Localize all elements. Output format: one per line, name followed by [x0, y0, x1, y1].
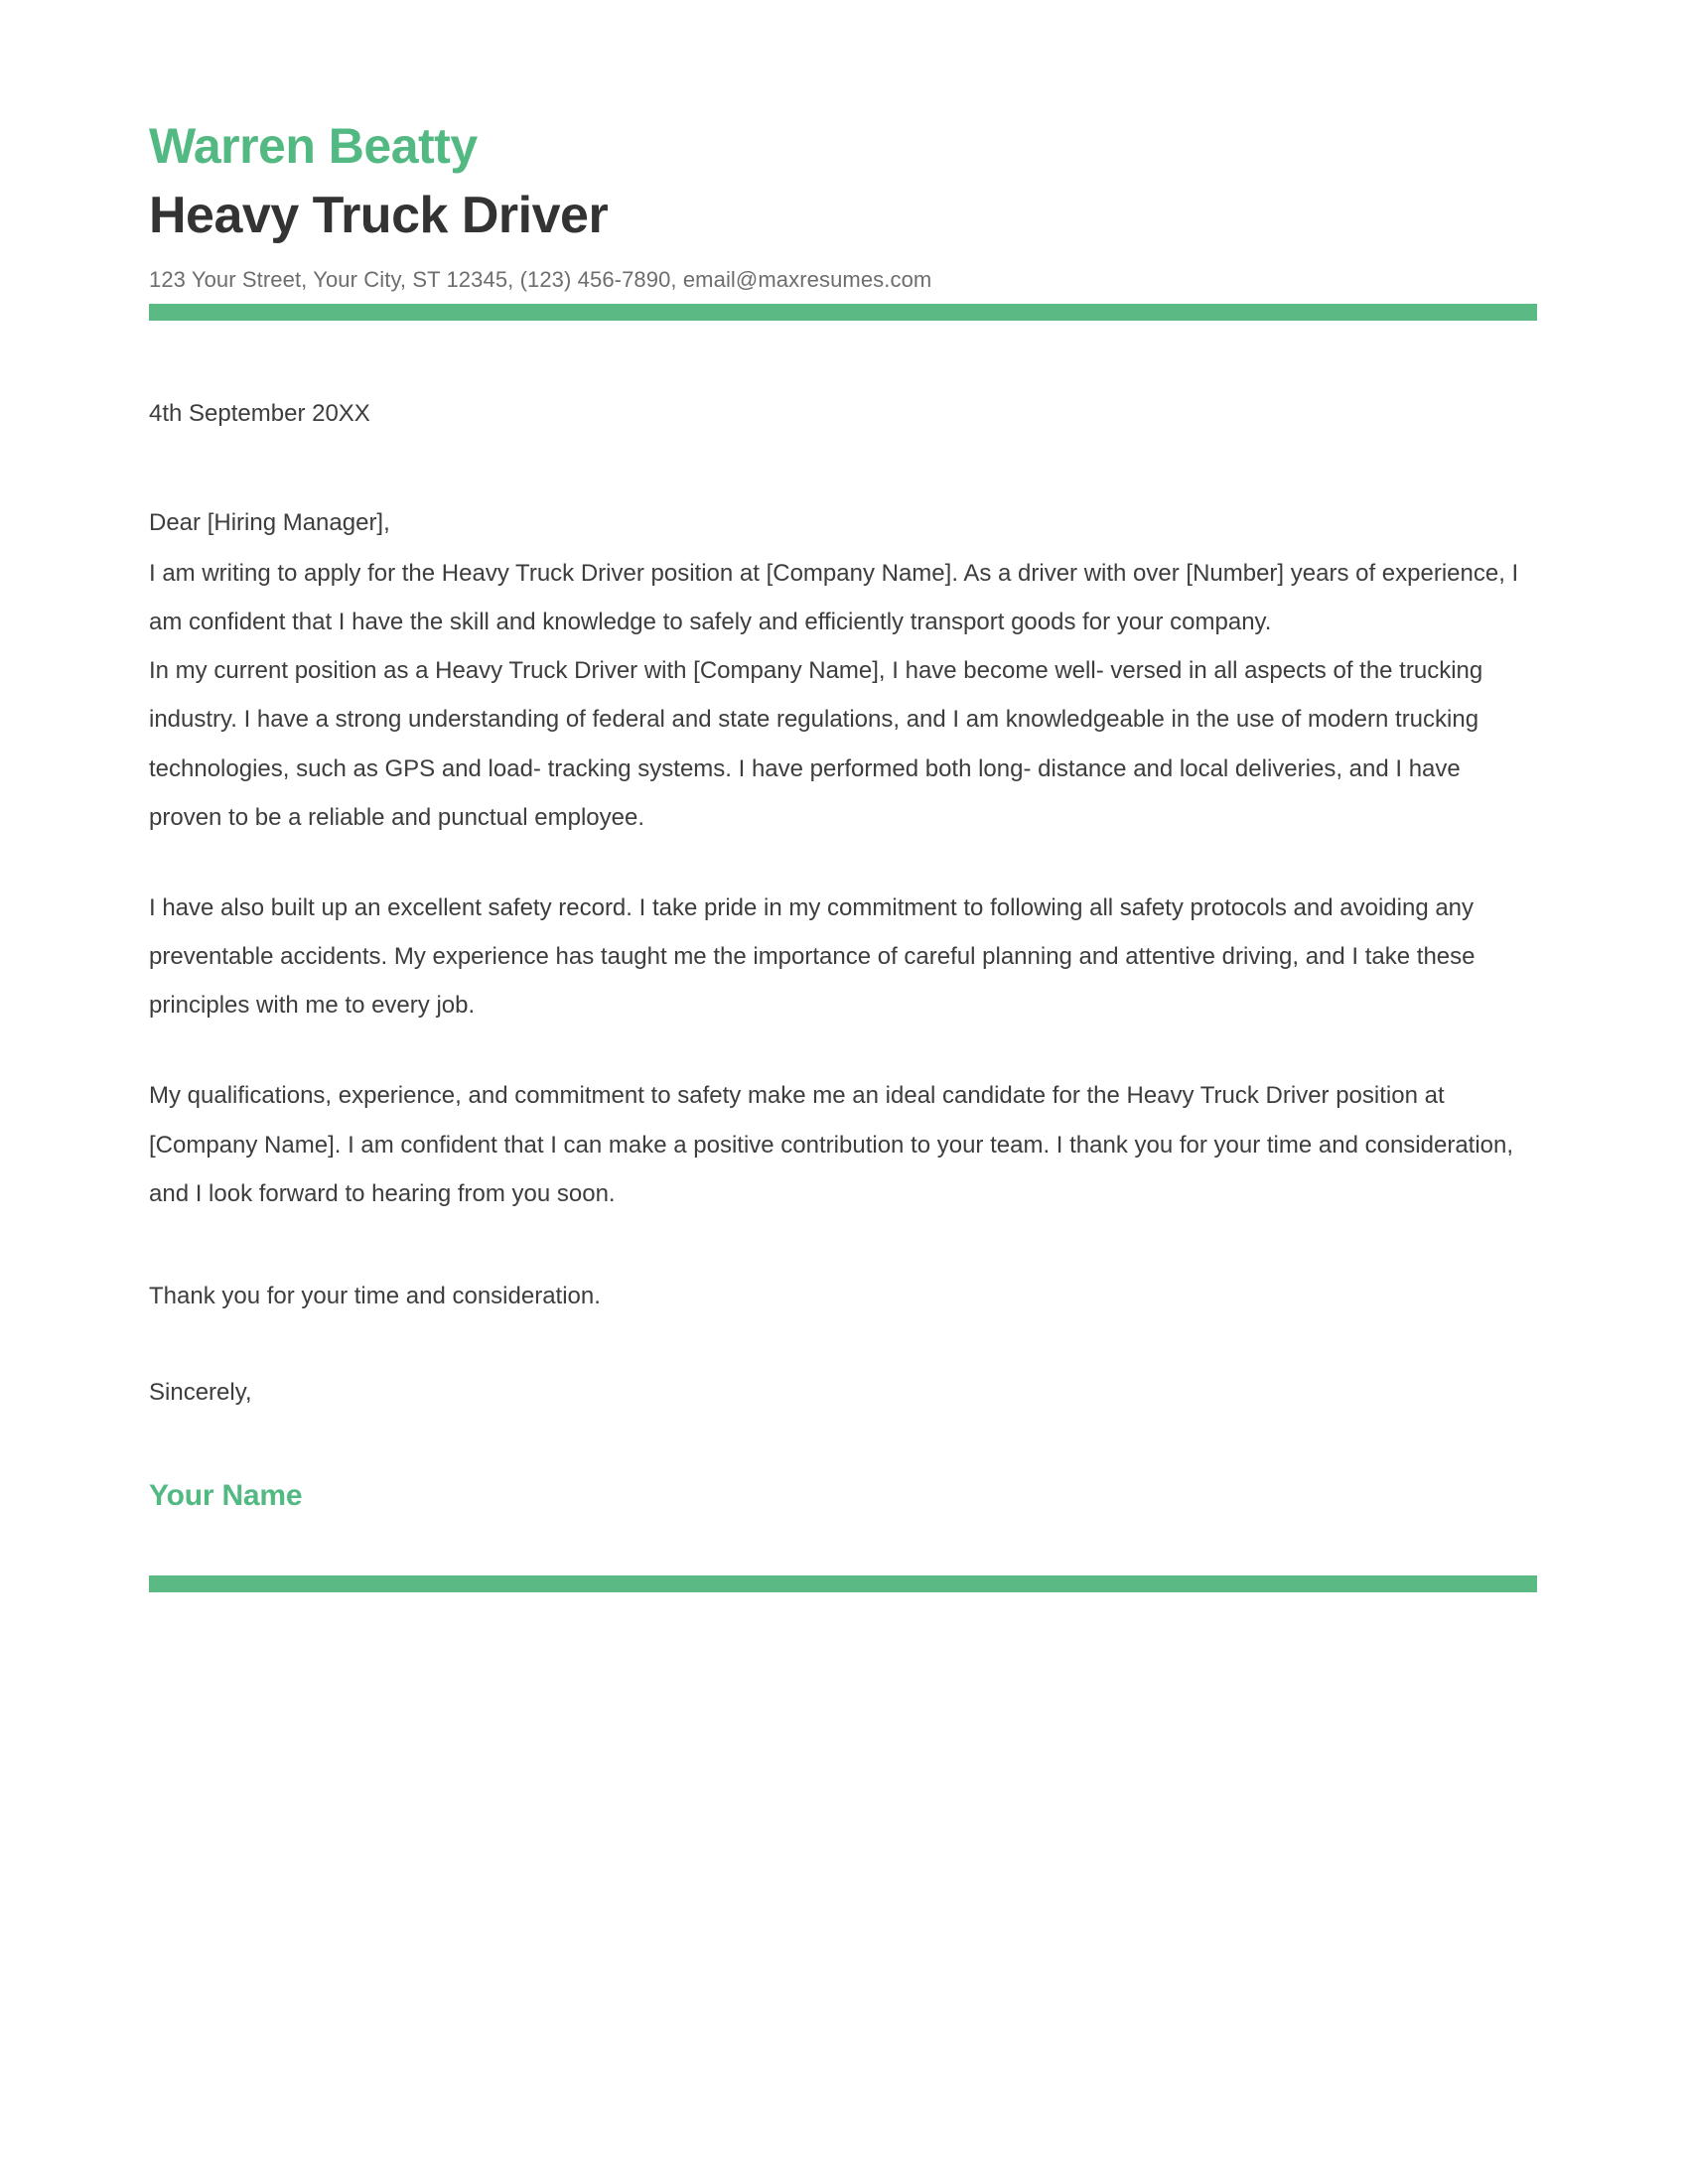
body-paragraph-2: In my current position as a Heavy Truck Driver with [Company Name], I have become well- versed in all aspects of the trucking industry. I have a strong understanding of federal and state regulations, and I am knowledgeable in the use of modern trucking technologies, such as GPS and load- tracking systems. I have performed both long- distance and local deliveries, and I have proven to be a reliable and punctual employee.	[149, 657, 1483, 831]
body-paragraph-3: I have also built up an excellent safety record. I take pride in my commitment to following all safety protocols and avoiding any preventable accidents. My experience has taught me the importance of careful planning and attentive driving, and I take these principles with me to every job.	[149, 893, 1476, 1020]
header-accent-rule	[149, 304, 1537, 321]
body-paragraph-4: My qualifications, experience, and commitment to safety make me an ideal candidate for the Heavy Truck Driver position at [Company Name]. I am confident that I can make a positive contribution to your team. I thank you for your time and consideration, and I look forward to hearing from you soon.	[149, 1082, 1514, 1207]
salutation: Dear [Hiring Manager],	[149, 509, 390, 537]
letter-date: 4th September 20XX	[149, 399, 370, 427]
contact-info-line: 123 Your Street, Your City, ST 12345, (123) 456-7890, email@maxresumes.com	[149, 267, 932, 293]
closing-thanks: Thank you for your time and consideration.	[149, 1283, 601, 1310]
job-title: Heavy Truck Driver	[149, 187, 609, 244]
letter-header	[149, 0, 1537, 321]
body-paragraph-1: I am writing to apply for the Heavy Truck Driver position at [Company Name]. As a driver with over [Number] years of experience, I am confident that I have the skill and knowledge to safely and efficiently transport goods for your company.	[149, 559, 1519, 635]
closing-salutation: Sincerely,	[149, 1378, 252, 1406]
salutation-block	[149, 507, 1537, 646]
signature-name: Your Name	[149, 1479, 303, 1513]
applicant-name: Warren Beatty	[149, 118, 478, 174]
footer-accent-rule	[149, 1575, 1537, 1592]
document-content	[149, 0, 1537, 1592]
